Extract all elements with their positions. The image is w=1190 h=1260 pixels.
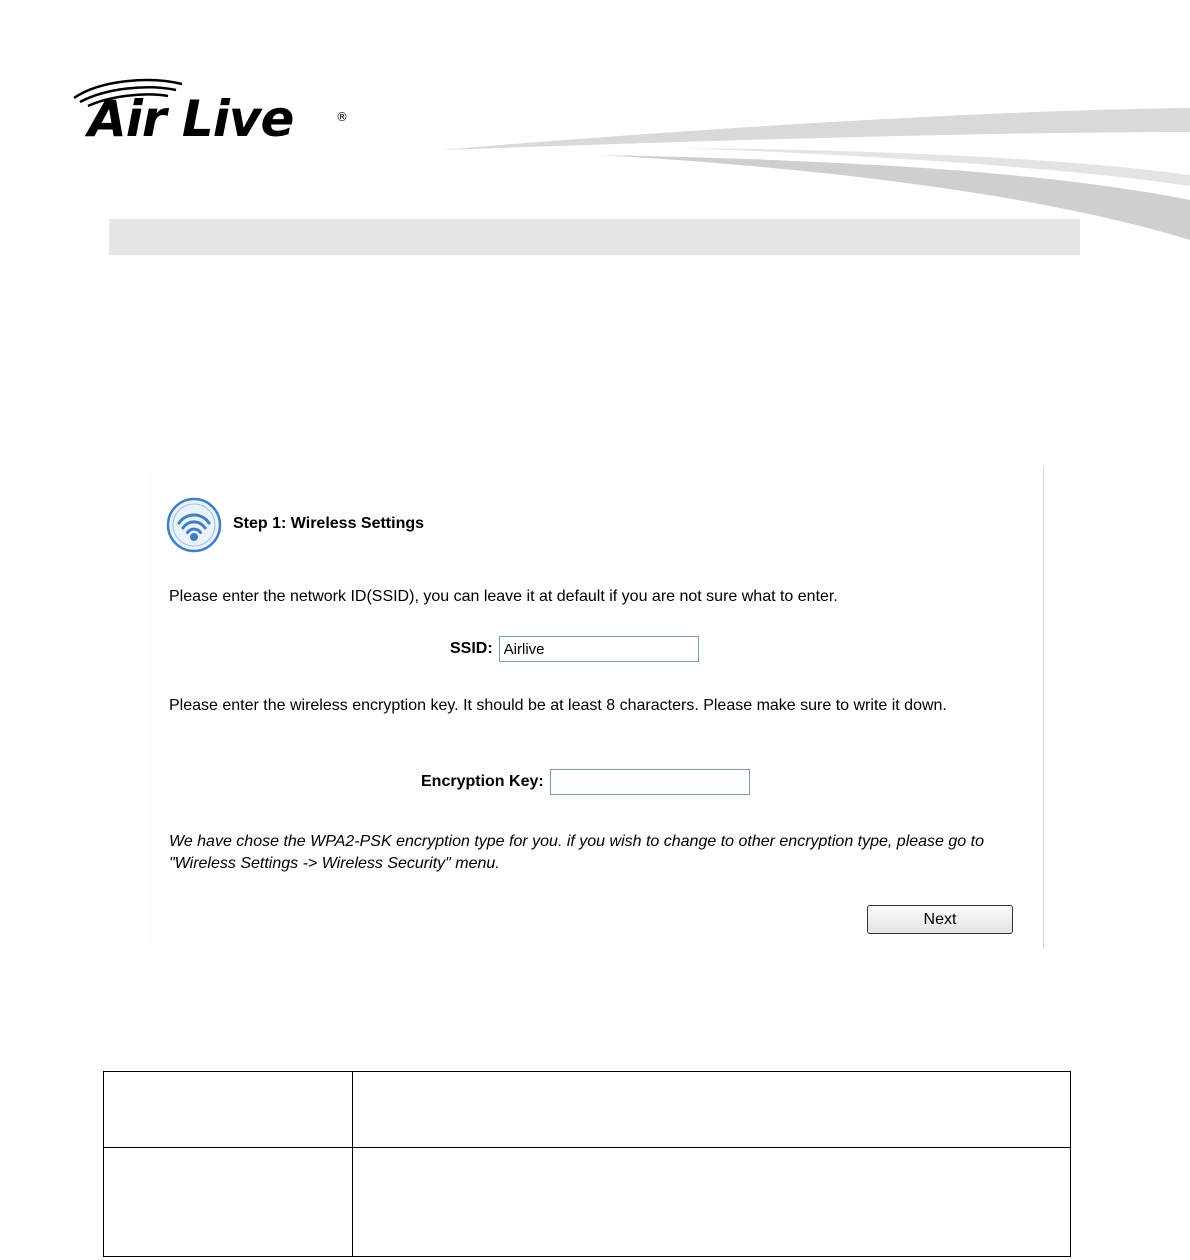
table-row — [104, 1148, 1071, 1257]
ssid-field-row — [450, 636, 699, 662]
ssid-label: SSID: — [450, 640, 493, 657]
encryption-key-field-row — [421, 769, 750, 795]
encryption-key-label: Encryption Key: — [421, 773, 544, 790]
section-header-bar — [109, 219, 1080, 255]
table-cell — [353, 1072, 1071, 1148]
parameter-table — [103, 1071, 1071, 1257]
wireless-icon — [166, 497, 222, 553]
table-row — [104, 1072, 1071, 1148]
ssid-input[interactable] — [499, 636, 699, 662]
step-title: Step 1: Wireless Settings — [233, 515, 425, 532]
table-cell — [104, 1148, 353, 1257]
next-button[interactable]: Next — [867, 905, 1013, 934]
encryption-type-note: We have chose the WPA2-PSK encryption type for you. if you wish to change to other encryption type, please go to "Wireless Settings -> Wireless Security" menu. — [169, 833, 984, 872]
logo-wordmark: Air Live — [88, 90, 294, 148]
registered-mark: ® — [336, 110, 348, 124]
encryption-instructions: Please enter the wireless encryption key. It should be at least 8 characters. Please make sure to write it down. — [169, 697, 947, 714]
table-cell — [353, 1148, 1071, 1257]
ssid-instructions: Please enter the network ID(SSID), you can leave it at default if you are not sure what to enter. — [169, 588, 838, 605]
airlive-logo — [70, 74, 360, 164]
table-cell — [104, 1072, 353, 1148]
wizard-panel — [148, 467, 1044, 948]
encryption-key-input[interactable] — [550, 769, 750, 795]
